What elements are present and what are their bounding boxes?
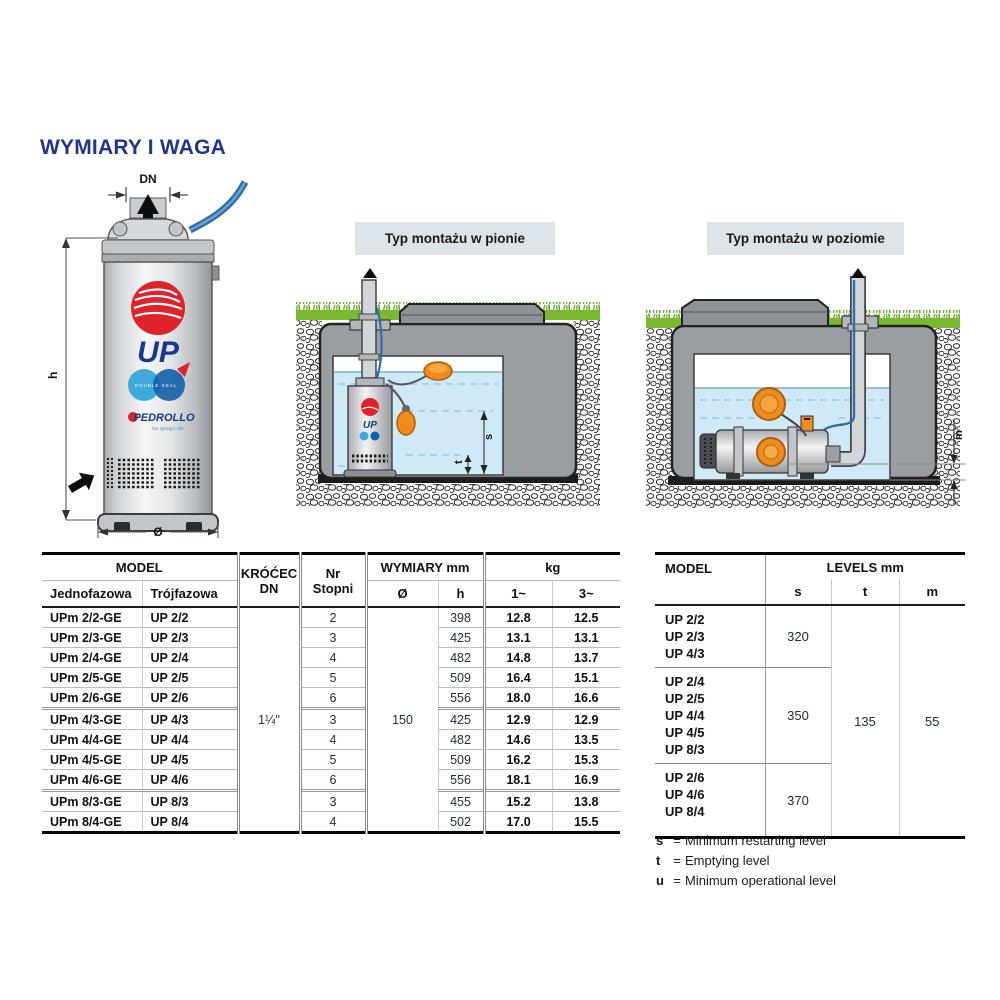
page-title: WYMIARY I WAGA xyxy=(40,136,226,159)
cell-model-1ph: UPm 2/5-GE xyxy=(42,668,142,688)
legend-text: Minimum restarting level xyxy=(685,833,826,848)
cell-model-3ph: UP 2/3 xyxy=(142,628,238,648)
table-row xyxy=(42,770,620,791)
h-arrow-up-icon xyxy=(62,238,70,248)
mini-up-text: UP xyxy=(363,420,377,431)
dn-arrow-left-icon xyxy=(170,192,180,199)
cap-lobe xyxy=(169,222,183,236)
cell-height: 425 xyxy=(438,628,484,648)
horizontal-mount-diagram xyxy=(638,268,968,520)
cell-m-value: 55 xyxy=(899,605,965,838)
cell-model-3ph: UP 4/4 xyxy=(142,730,238,750)
dimensions-weight-table xyxy=(42,552,620,834)
model-name: UP 8/4 xyxy=(665,804,705,819)
pump-collar xyxy=(102,240,214,254)
table-row xyxy=(42,730,620,750)
mini-seal-right xyxy=(371,432,380,441)
cell-s-value: 350 xyxy=(765,668,831,764)
model-name: UP 2/5 xyxy=(665,691,705,706)
levels-header-model: MODEL xyxy=(665,561,712,576)
header-single-phase: Jednofazowa xyxy=(50,586,132,601)
clamp-ring xyxy=(788,427,797,476)
header-model: MODEL xyxy=(42,554,238,581)
cell-kg-3ph: 16.9 xyxy=(552,770,620,791)
cell-model-1ph: UPm 2/3-GE xyxy=(42,628,142,648)
mini-seal-left xyxy=(360,432,369,441)
pipe-joint xyxy=(848,324,868,331)
model-name: UP 4/4 xyxy=(665,708,705,723)
h-arrow-down-icon xyxy=(62,510,70,520)
cell-kg-3ph: 15.5 xyxy=(552,812,620,833)
cell-kg-1ph: 14.8 xyxy=(484,648,552,668)
header-port-dn xyxy=(238,554,300,608)
cell-stages: 5 xyxy=(300,750,366,770)
levels-models-group xyxy=(655,668,765,764)
table-row xyxy=(42,709,620,730)
cell-model-3ph: UP 2/4 xyxy=(142,648,238,668)
pedrollo-logo-text: PEDROLLO xyxy=(133,412,195,424)
cell-kg-1ph: 15.2 xyxy=(484,791,552,812)
vertical-mount-diagram xyxy=(288,268,608,518)
cell-model-3ph: UP 2/2 xyxy=(142,607,238,628)
header-dimensions: WYMIARY mm xyxy=(366,554,484,581)
levels-table xyxy=(655,552,965,839)
cell-kg-3ph: 13.7 xyxy=(552,648,620,668)
cell-t-value: 135 xyxy=(831,605,899,838)
cell-s-value: 320 xyxy=(765,605,831,668)
cell-height: 556 xyxy=(438,770,484,791)
cell-model-1ph: UPm 2/4-GE xyxy=(42,648,142,668)
pump-collar-band xyxy=(102,254,214,262)
cell-model-3ph: UP 8/4 xyxy=(142,812,238,833)
model-name: UP 4/6 xyxy=(665,787,705,802)
table-row xyxy=(42,668,620,688)
levels-header-t: t xyxy=(831,579,899,605)
cell-height: 455 xyxy=(438,791,484,812)
legend-key: s xyxy=(656,833,664,848)
legend-key: u xyxy=(656,873,664,888)
h-dimension-label: h xyxy=(46,371,60,379)
pipe-joint xyxy=(359,314,379,320)
discharge-fitting xyxy=(826,446,840,462)
model-name: UP 2/4 xyxy=(665,674,705,689)
header-kg-single: 1~ xyxy=(484,581,552,608)
cell-model-1ph: UPm 4/5-GE xyxy=(42,750,142,770)
cell-stages: 6 xyxy=(300,688,366,709)
header-kg-three: 3~ xyxy=(552,581,620,608)
cell-kg-1ph: 18.0 xyxy=(484,688,552,709)
cell-height: 556 xyxy=(438,688,484,709)
model-name: UP 4/3 xyxy=(665,646,705,661)
legend-equals: = xyxy=(673,833,681,848)
cell-height: 482 xyxy=(438,648,484,668)
dia-dimension-label: Ø xyxy=(153,525,163,539)
cell-stages: 4 xyxy=(300,730,366,750)
levels-models-group xyxy=(655,764,765,838)
dn-dimension-label: DN xyxy=(139,172,157,186)
vent-arrow-icon xyxy=(65,467,99,498)
levels-models-group xyxy=(655,605,765,668)
cell-stages: 2 xyxy=(300,607,366,628)
cell-model-3ph: UP 2/5 xyxy=(142,668,238,688)
orange-end-cover-hub xyxy=(764,445,778,459)
pipe-joint xyxy=(359,354,379,360)
cell-kg-3ph: 12.9 xyxy=(552,709,620,730)
tank-lid xyxy=(400,304,544,324)
cell-model-3ph: UP 4/5 xyxy=(142,750,238,770)
table-row xyxy=(42,648,620,668)
model-name: UP 2/2 xyxy=(665,612,705,627)
header-diameter: Ø xyxy=(366,581,438,608)
cell-stages: 3 xyxy=(300,628,366,648)
cell-kg-3ph: 12.5 xyxy=(552,607,620,628)
motor-end-cap xyxy=(700,434,718,468)
model-name: UP 4/5 xyxy=(665,725,705,740)
header-stopni: Stopni xyxy=(312,580,354,596)
cell-height: 482 xyxy=(438,730,484,750)
m-level-label: m xyxy=(953,430,965,440)
cell-stages: 4 xyxy=(300,648,366,668)
cell-diameter: 150 xyxy=(366,607,438,833)
cell-s-value: 370 xyxy=(765,764,831,838)
legend-key: t xyxy=(656,853,661,868)
vertical-mount-label-text: Typ montażu w pionie xyxy=(385,231,525,246)
submerged-pump xyxy=(344,378,396,477)
riser-pipe xyxy=(362,280,376,378)
cell-height: 509 xyxy=(438,668,484,688)
cell-kg-3ph: 13.8 xyxy=(552,791,620,812)
levels-header-levels: LEVELS mm xyxy=(765,554,965,580)
cell-stages: 3 xyxy=(300,709,366,730)
legend-item xyxy=(656,851,836,871)
up-logo-text: UP xyxy=(137,336,179,369)
table-row xyxy=(42,607,620,628)
cell-kg-1ph: 13.1 xyxy=(484,628,552,648)
cell-height: 502 xyxy=(438,812,484,833)
cell-stages: 5 xyxy=(300,668,366,688)
header-port: KRÓĆEC xyxy=(240,565,298,581)
table-row xyxy=(42,812,620,833)
legend-item xyxy=(656,831,836,851)
cell-kg-3ph: 15.1 xyxy=(552,668,620,688)
header-nr: Nr xyxy=(325,565,341,581)
cell-kg-1ph: 16.2 xyxy=(484,750,552,770)
vertical-mount-label xyxy=(355,222,555,255)
header-dn: DN xyxy=(259,580,279,596)
table-row xyxy=(42,791,620,812)
cell-dn: 1¼" xyxy=(238,607,300,833)
cell-kg-3ph: 15.3 xyxy=(552,750,620,770)
mini-base xyxy=(344,470,396,477)
model-name: UP 2/6 xyxy=(665,770,705,785)
cell-model-1ph: UPm 8/3-GE xyxy=(42,791,142,812)
table-row xyxy=(42,688,620,709)
cell-height: 509 xyxy=(438,750,484,770)
pump-dimension-figure xyxy=(38,168,273,543)
horizontal-mount-label-text: Typ montażu w poziomie xyxy=(726,231,885,246)
cell-kg-3ph: 13.1 xyxy=(552,628,620,648)
cell-model-1ph: UPm 4/4-GE xyxy=(42,730,142,750)
levels-group-row xyxy=(655,605,965,668)
header-weight: kg xyxy=(484,554,620,581)
model-name: UP 2/3 xyxy=(665,629,705,644)
cell-kg-1ph: 17.0 xyxy=(484,812,552,833)
cap-lobe xyxy=(113,222,127,236)
clamp-ring xyxy=(734,427,743,476)
header-three-phase: Trójfazowa xyxy=(142,581,238,608)
cell-stages: 4 xyxy=(300,812,366,833)
levels-legend xyxy=(656,831,836,891)
cell-kg-1ph: 18.1 xyxy=(484,770,552,791)
cell-model-1ph: UPm 2/6-GE xyxy=(42,688,142,709)
cell-height: 398 xyxy=(438,607,484,628)
legend-item xyxy=(656,871,836,891)
cell-model-3ph: UP 8/3 xyxy=(142,791,238,812)
cell-kg-3ph: 16.6 xyxy=(552,688,620,709)
cell-kg-1ph: 12.8 xyxy=(484,607,552,628)
cell-model-1ph: UPm 4/3-GE xyxy=(42,709,142,730)
horizontal-mount-label xyxy=(707,222,904,255)
dn-arrow-right-icon xyxy=(116,192,126,199)
cell-kg-1ph: 12.9 xyxy=(484,709,552,730)
power-cable xyxy=(190,182,245,230)
legend-text: Minimum operational level xyxy=(685,873,837,888)
t-level-label: t xyxy=(453,460,465,464)
cell-stages: 3 xyxy=(300,791,366,812)
s-level-label: s xyxy=(483,433,495,440)
cell-kg-3ph: 13.5 xyxy=(552,730,620,750)
flow-up-arrow-icon xyxy=(363,268,377,278)
cell-model-3ph: UP 4/6 xyxy=(142,770,238,791)
cell-height: 425 xyxy=(438,709,484,730)
cell-kg-1ph: 16.4 xyxy=(484,668,552,688)
levels-header-m: m xyxy=(899,579,965,605)
legend-equals: = xyxy=(673,853,681,868)
cell-model-3ph: UP 2/6 xyxy=(142,688,238,709)
header-height: h xyxy=(438,581,484,608)
table-row xyxy=(42,628,620,648)
double-seal-text: DOUBLE SEAL xyxy=(134,383,178,388)
flow-up-arrow-icon xyxy=(851,268,865,278)
cell-model-1ph: UPm 2/2-GE xyxy=(50,610,122,625)
pump-foot xyxy=(726,473,740,479)
cable-gland xyxy=(212,266,219,280)
pedrollo-tagline: the spring in life xyxy=(152,426,184,431)
header-stages xyxy=(300,554,366,608)
table-row xyxy=(42,750,620,770)
pump-foot xyxy=(114,522,130,531)
legend-text: Emptying level xyxy=(685,853,770,868)
pump-foot xyxy=(800,473,814,479)
model-name: UP 8/3 xyxy=(665,742,705,757)
cell-stages: 6 xyxy=(300,770,366,791)
cell-model-1ph: UPm 8/4-GE xyxy=(42,812,142,833)
pump-foot xyxy=(186,522,202,531)
tank-lid xyxy=(682,300,828,326)
legend-equals: = xyxy=(673,873,681,888)
cell-model-1ph: UPm 4/6-GE xyxy=(42,770,142,791)
cell-model-3ph: UP 4/3 xyxy=(142,709,238,730)
levels-header-s: s xyxy=(765,579,831,605)
cell-kg-1ph: 14.6 xyxy=(484,730,552,750)
